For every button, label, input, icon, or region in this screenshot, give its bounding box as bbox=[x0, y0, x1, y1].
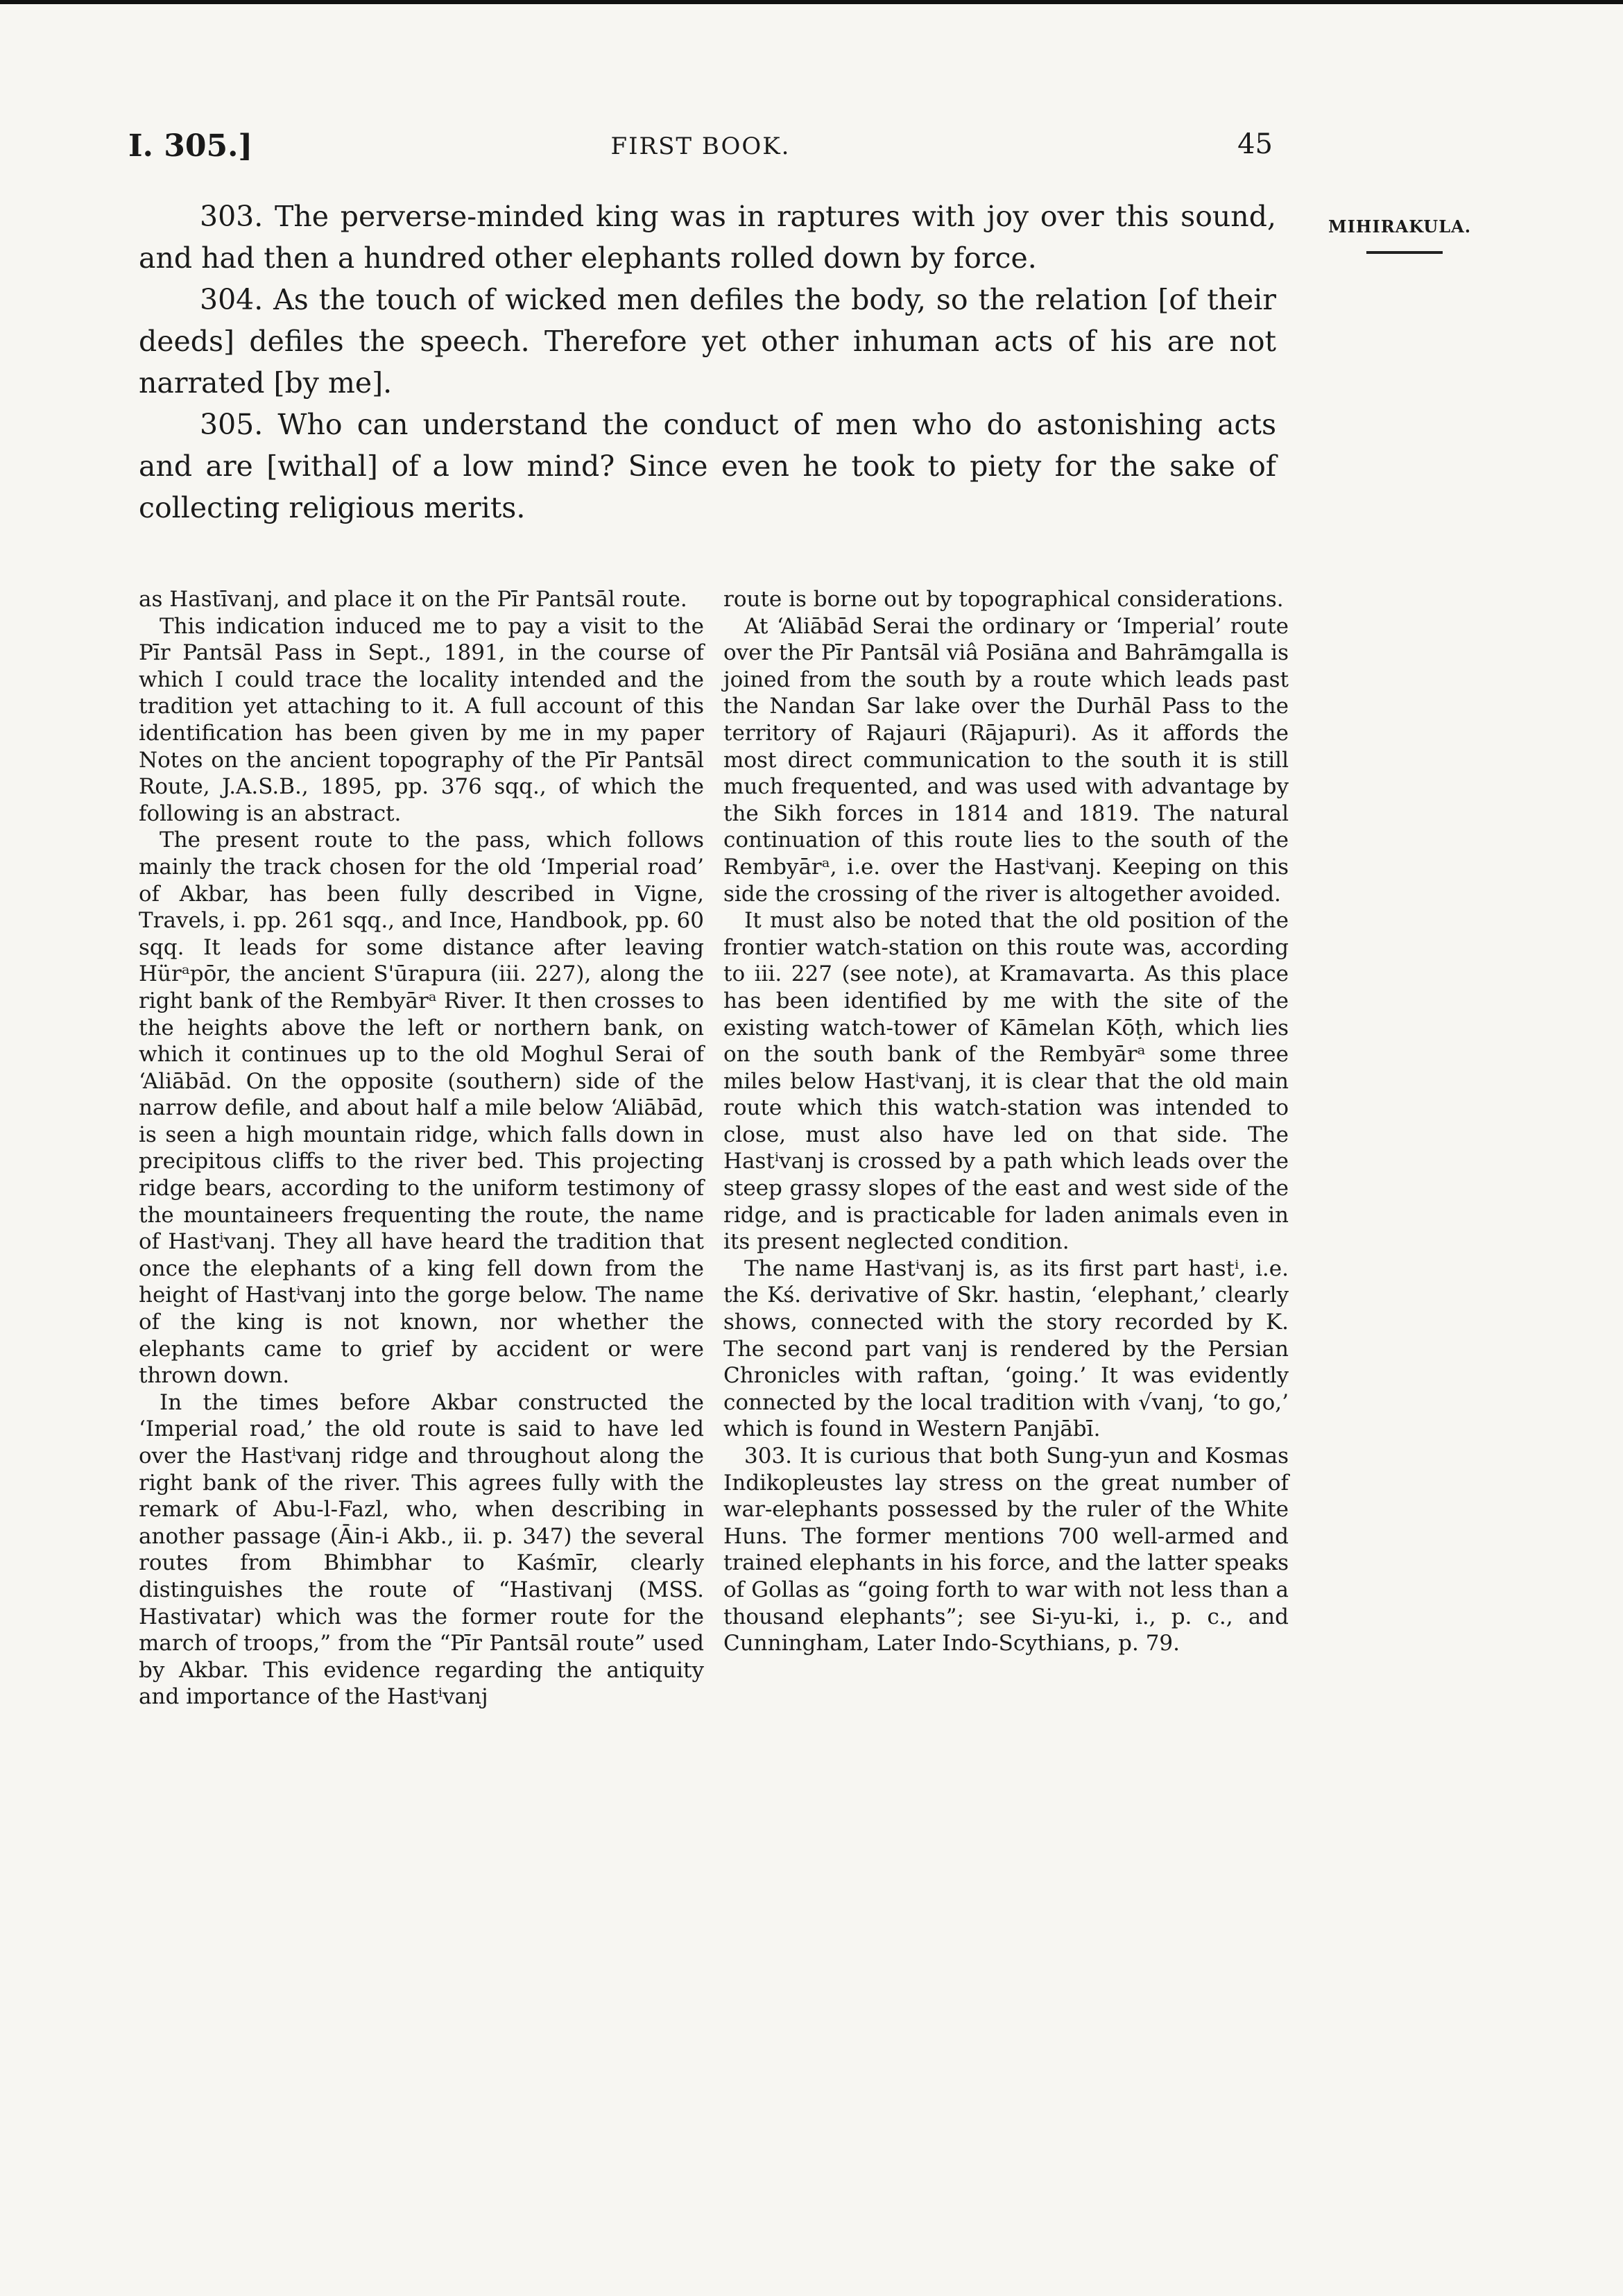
verse-303: 303. The perverse-minded king was in raptures with joy over this sound, and had then a hundred other elephants rolled down by force. bbox=[139, 200, 1276, 275]
margin-heading-rule bbox=[1366, 251, 1443, 254]
verse-304: 304. As the touch of wicked men defiles the body, so the relation [of their deeds] defiles the speech. Therefore yet other inhuman acts of his are not narrated [by me]. bbox=[139, 283, 1276, 400]
margin-heading: MIHIRAKULA. bbox=[1328, 216, 1472, 237]
page-number: 45 bbox=[1237, 128, 1273, 160]
running-title: FIRST BOOK. bbox=[610, 132, 791, 160]
note-paragraph: route is borne out by topographical considerations. bbox=[723, 587, 1284, 612]
page-header bbox=[128, 128, 1273, 170]
note-paragraph: The name Hastⁱvanj is, as its first part hastⁱ, i.e. the Kś. derivative of Skr. hastin, ‘elephant,’ clearly shows, connected with the story recorded by K. The second part vanj is rendered by the Persian Chronicles with raftan, ‘going.’ It was evidently connected by the local tradition with √vanj, ‘to go,’ which is found in Western Panjābī. bbox=[723, 1256, 1289, 1442]
note-paragraph: 303. It is curious that both Sung-yun and Kosmas Indikopleustes lay stress on the great number of war-elephants possessed by the ruler of the White Huns. The former mentions 700 well-armed and trained elephants in his force, and the latter speaks of Gollas as “going forth to war with not less than a thousand elephants”; see Si-yu-ki, i., p. c., and Cunningham, Later Indo-Scythians, p. 79. bbox=[723, 1443, 1289, 1656]
scan-top-border bbox=[0, 0, 1623, 4]
verse-305: 305. Who can understand the conduct of men who do astonishing acts and are [withal] of a low mind? Since even he took to piety for the sake of collecting religious merits. bbox=[139, 408, 1276, 524]
note-paragraph: In the times before Akbar constructed the ‘Imperial road,’ the old route is said to have led over the Hastⁱvanj ridge and throughout along the right bank of the river. This agrees fully with the remark of Abu-l-Fazl, who, when describing in another passage (Āin-i Akb., ii. p. 347) the several routes from Bhimbhar to Kaśmīr, clearly distinguishes the route of “Hastivanj (MSS. Hastivatar) which was the former route for the march of troops,” from the “Pīr Pantsāl route” used by Akbar. This evidence regarding the antiquity and importance of the Hastⁱvanj bbox=[139, 1389, 704, 1710]
translation-verses bbox=[139, 196, 1276, 529]
notes-column-left bbox=[139, 586, 704, 1711]
note-paragraph: It must also be noted that the old position of the frontier watch-station on this route was, according to iii. 227 (see note), at Kramavarta. As this place has been identified by me with the site of the existing watch-tower of Kāmelan Kōṭh, which lies on the south bank of the Rembyārᵃ some three miles below Hastⁱvanj, it is clear that the old main route which this watch-station was intended to close, must also have led on that side. The Hastⁱvanj is crossed by a path which leads over the steep grassy slopes of the east and west side of the ridge, and is practicable for laden animals even in its present neglected condition. bbox=[723, 908, 1289, 1255]
note-paragraph: At ‘Aliābād Serai the ordinary or ‘Imperial’ route over the Pīr Pantsāl viâ Posiāna and Bahrāmgalla is joined from the south by a route which leads past the Nandan Sar lake over the Durhāl Pass to the territory of Rajauri (Rājapuri). As it affords the most direct communication to the south it is still much frequented, and was used with advantage by the Sikh forces in 1814 and 1819. The natural continuation of this route lies to the south of the Rembyārᵃ, i.e. over the Hastⁱvanj. Keeping on this side the crossing of the river is altogether avoided. bbox=[723, 613, 1289, 907]
section-reference: I. 305.] bbox=[128, 128, 253, 164]
note-paragraph: as Hastīvanj, and place it on the Pīr Pantsāl route. bbox=[139, 587, 687, 612]
note-paragraph: This indication induced me to pay a visit to the Pīr Pantsāl Pass in Sept., 1891, in the course of which I could trace the locality intended and the tradition yet attaching to it. A full account of this identification has been given by me in my paper Notes on the ancient topography of the Pīr Pantsāl Route, J.A.S.B., 1895, pp. 376 sqq., of which the following is an abstract. bbox=[139, 613, 704, 826]
note-paragraph: The present route to the pass, which follows mainly the track chosen for the old ‘Imperial road’ of Akbar, has been fully described in Vigne, Travels, i. pp. 261 sqq., and Ince, Handbook, pp. 60 sqq. It leads for some distance after leaving Hürᵃpōr, the ancient S'ūrapura (iii. 227), along the right bank of the Rembyārᵃ River. It then crosses to the heights above the left or northern bank, on which it continues up to the old Moghul Serai of ‘Aliābād. On the opposite (southern) side of the narrow defile, and about half a mile below ‘Aliābād, is seen a high mountain ridge, which falls down in precipitous cliffs to the river bed. This projecting ridge bears, according to the uniform testimony of the mountaineers frequenting the route, the name of Hastⁱvanj. They all have heard the tradition that once the elephants of a king fell down from the height of Hastⁱvanj into the gorge below. The name of the king is not known, nor whether the elephants came to grief by accident or were thrown down. bbox=[139, 828, 704, 1389]
notes-column-right bbox=[723, 586, 1289, 1657]
